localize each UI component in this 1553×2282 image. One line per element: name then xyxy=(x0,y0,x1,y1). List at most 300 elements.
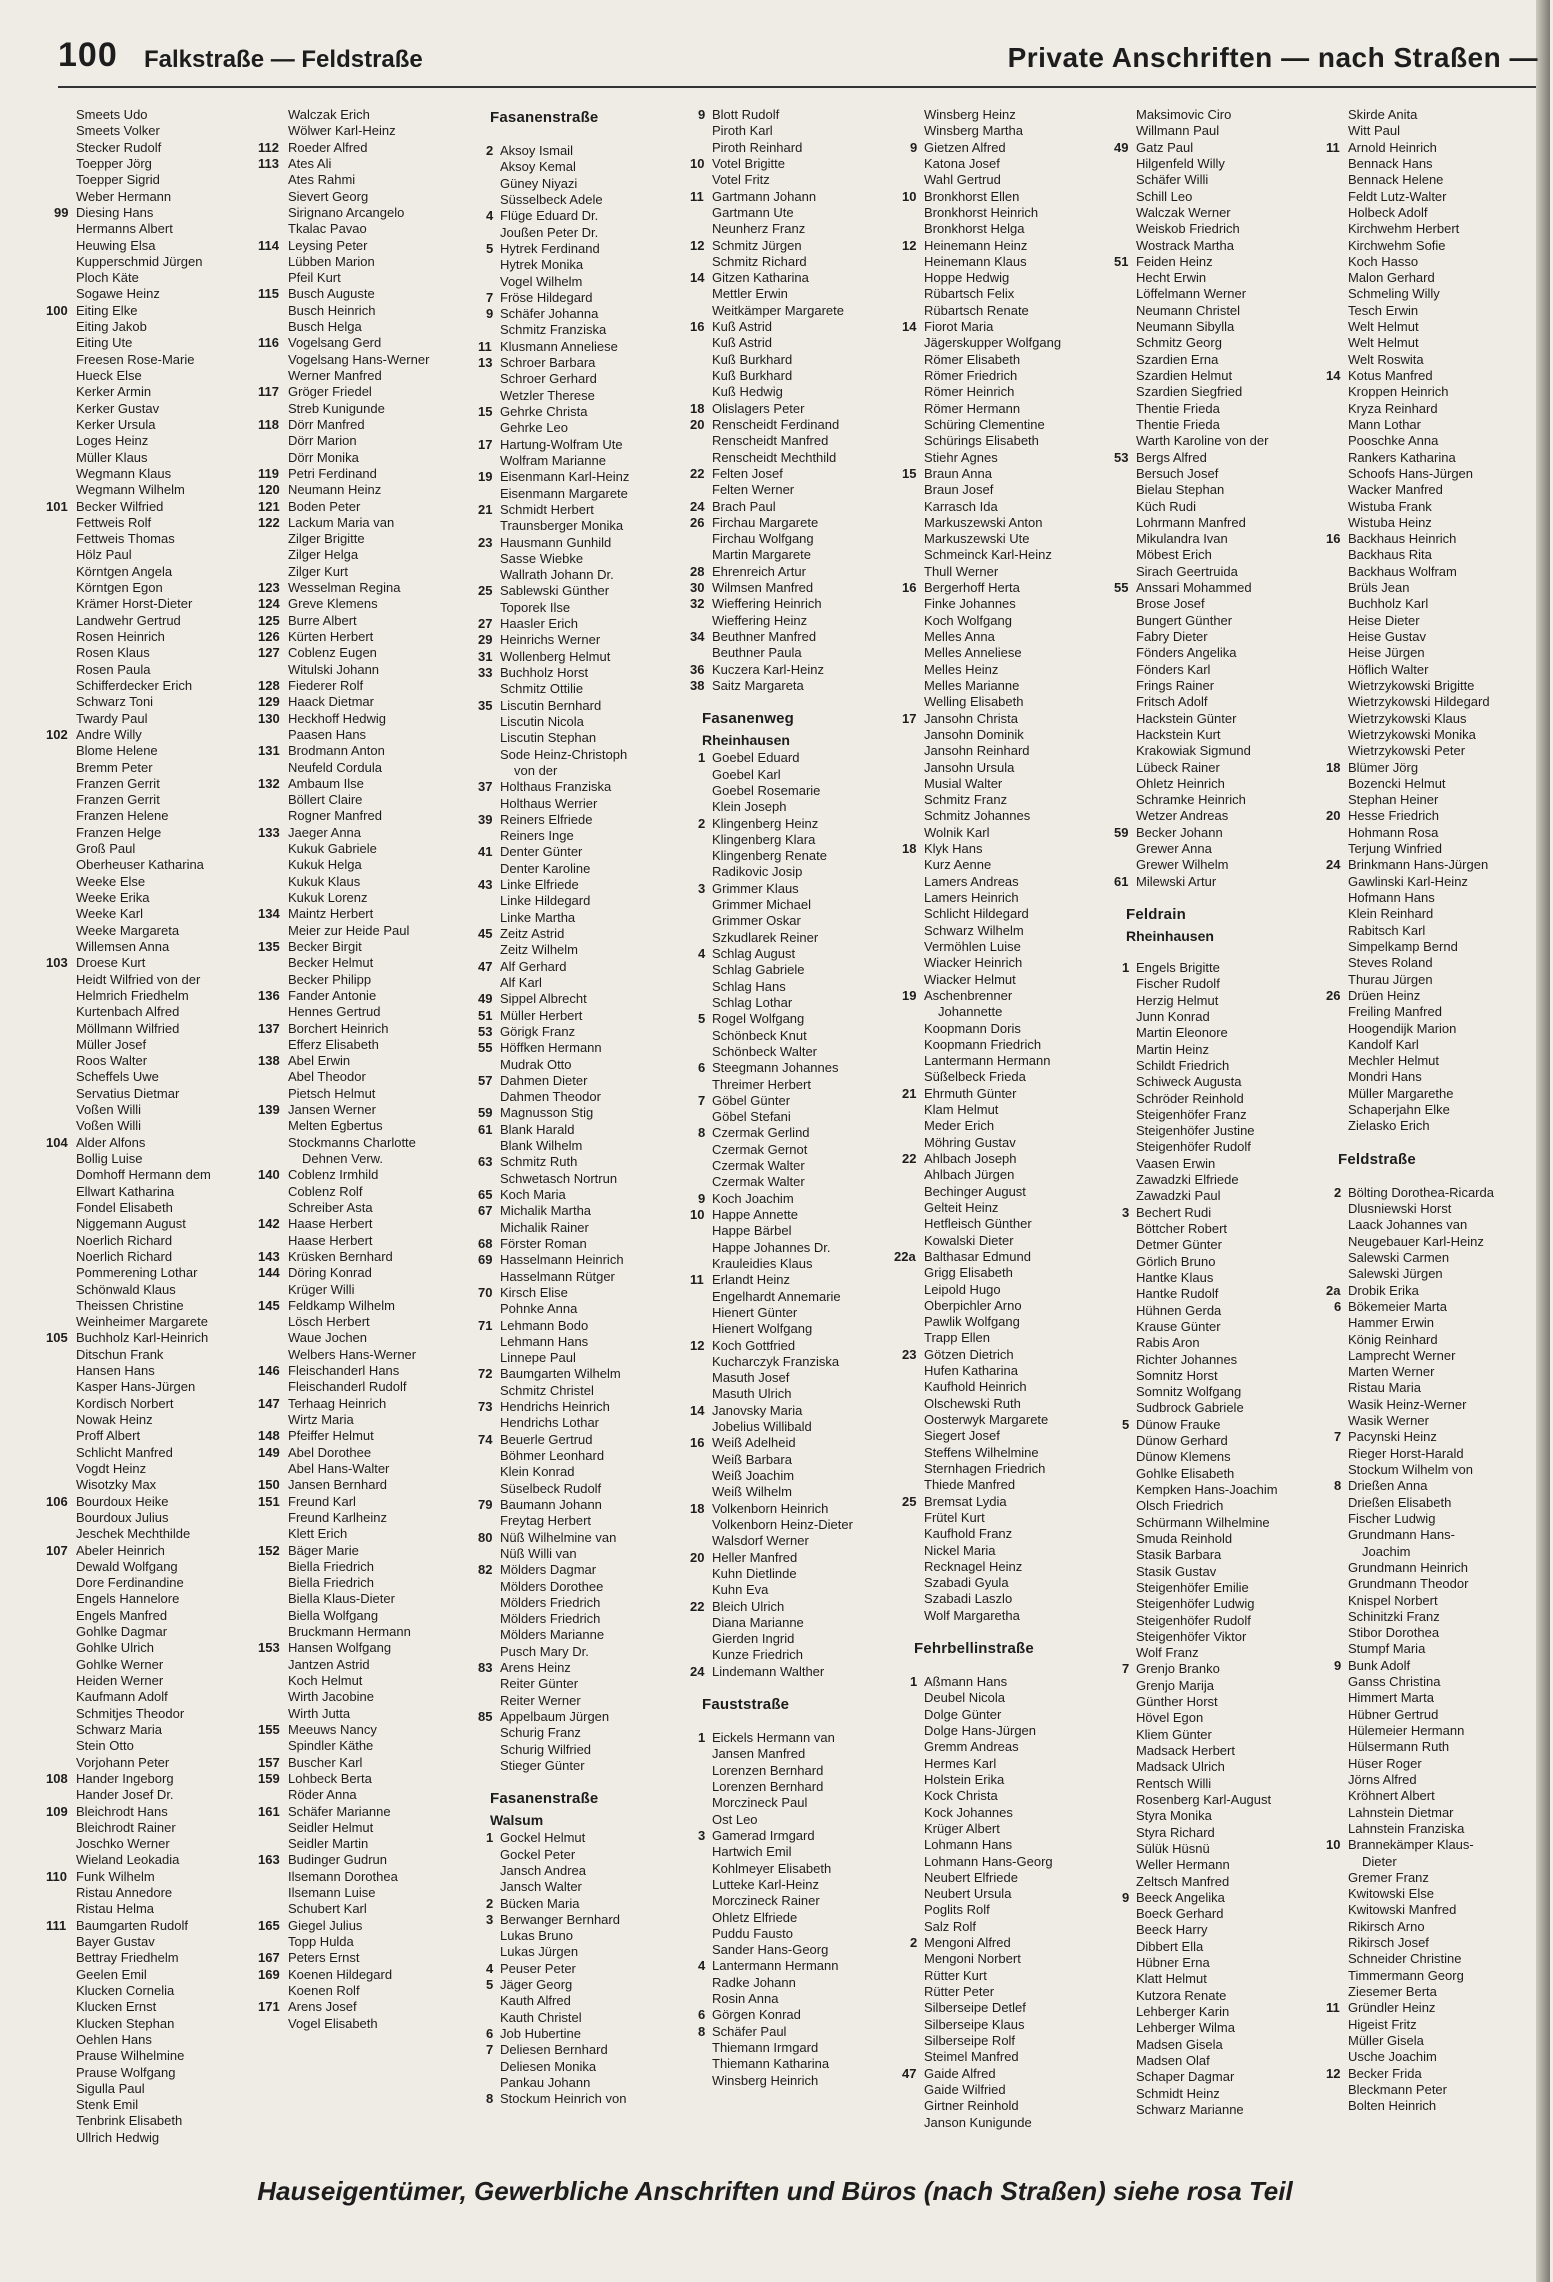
resident-name: Jansohn Christa xyxy=(924,710,1018,726)
resident-name: Kuß Burkhard xyxy=(712,351,793,367)
resident-entry xyxy=(288,564,493,580)
house-number: 2 xyxy=(698,815,706,831)
column-5 xyxy=(894,107,1129,2137)
resident-entry xyxy=(712,2040,917,2056)
resident-entry xyxy=(924,450,1129,466)
resident-name: Denter Karoline xyxy=(500,860,591,876)
resident-entry xyxy=(46,1770,281,1787)
resident-entry xyxy=(478,1660,705,1676)
resident-entry xyxy=(1136,1743,1341,1759)
resident-entry xyxy=(924,645,1129,661)
resident-name: Roos Walter xyxy=(76,1053,148,1069)
resident-entry xyxy=(258,1167,493,1183)
resident-name: Mechler Helmut xyxy=(1348,1053,1440,1069)
house-number: 59 xyxy=(478,1105,493,1121)
resident-name: Schaperjahn Elke xyxy=(1348,1102,1450,1118)
resident-name: Hühnen Gerda xyxy=(1136,1302,1222,1318)
resident-name: Grenjo Marija xyxy=(1136,1677,1215,1693)
resident-entry xyxy=(76,319,281,335)
resident-name: Sievert Georg xyxy=(288,188,369,204)
column-4 xyxy=(690,107,917,2137)
resident-entry xyxy=(924,2115,1129,2131)
resident-entry xyxy=(288,874,493,890)
resident-name: Bücken Maria xyxy=(500,1895,580,1911)
resident-entry xyxy=(1136,531,1341,547)
house-number: 49 xyxy=(478,991,493,1007)
resident-name: Salewski Carmen xyxy=(1348,1249,1450,1265)
house-number: 47 xyxy=(902,2065,917,2081)
resident-entry xyxy=(1348,1886,1553,1902)
resident-name: Schiweck Augusta xyxy=(1136,1074,1242,1090)
resident-name: Möbest Erich xyxy=(1136,547,1212,563)
resident-name: Ahlbach Jürgen xyxy=(924,1167,1015,1183)
house-number: 9 xyxy=(698,107,706,122)
resident-entry xyxy=(500,861,705,877)
resident-entry xyxy=(1348,923,1553,939)
resident-entry xyxy=(1348,564,1553,580)
resident-name: Kaufmann Adolf xyxy=(76,1689,168,1705)
resident-name: Bielau Stephan xyxy=(1136,482,1225,498)
resident-entry xyxy=(712,1174,917,1190)
resident-entry xyxy=(712,1452,917,1468)
resident-entry xyxy=(924,401,1129,417)
resident-entry xyxy=(258,775,493,792)
resident-name: Sogawe Heinz xyxy=(76,286,160,302)
resident-name: Votel Fritz xyxy=(712,172,770,188)
resident-name: Holthaus Franziska xyxy=(500,779,612,795)
resident-entry xyxy=(500,1269,705,1285)
resident-name: Holbeck Adolf xyxy=(1348,204,1428,220)
house-number: 144 xyxy=(258,1265,280,1281)
resident-name: Weeke Karl xyxy=(76,906,143,922)
resident-name: Klucken Stephan xyxy=(76,2015,175,2031)
resident-entry xyxy=(288,1657,493,1673)
resident-entry xyxy=(258,824,493,841)
resident-name: Magnusson Stig xyxy=(500,1105,594,1121)
resident-name: Renscheidt Manfred xyxy=(712,433,829,449)
resident-name: Dünow Gerhard xyxy=(1136,1433,1228,1449)
resident-name: Baumann Johann xyxy=(500,1496,602,1512)
resident-entry xyxy=(1136,841,1341,857)
resident-name: Kunze Friedrich xyxy=(712,1647,804,1663)
house-number: 10 xyxy=(690,155,705,171)
resident-name: Somnitz Wolfgang xyxy=(1136,1384,1242,1400)
resident-name: Busch Auguste xyxy=(288,286,375,302)
house-number: 111 xyxy=(46,1917,67,1933)
house-number: 79 xyxy=(478,1496,493,1512)
column-6 xyxy=(1114,107,1341,2137)
resident-name: Weeke Margareta xyxy=(76,922,180,938)
resident-entry xyxy=(924,107,1129,123)
resident-entry xyxy=(500,763,705,779)
resident-name: Toepper Jörg xyxy=(76,155,152,171)
resident-entry xyxy=(500,1693,705,1709)
resident-entry xyxy=(500,1595,705,1611)
resident-entry xyxy=(1348,694,1553,710)
house-number: 3 xyxy=(486,1911,494,1927)
resident-entry xyxy=(1348,1217,1553,1233)
resident-name: Lindemann Walther xyxy=(712,1663,825,1679)
resident-name: Schmitz Johannes xyxy=(924,808,1031,824)
resident-entry xyxy=(1114,253,1341,270)
house-number: 7 xyxy=(1334,1429,1342,1445)
resident-entry xyxy=(1348,1086,1553,1102)
resident-name: Wolnik Karl xyxy=(924,824,990,840)
resident-entry xyxy=(1136,1449,1341,1465)
resident-entry xyxy=(712,450,917,466)
resident-name: Höffken Hermann xyxy=(500,1040,602,1056)
resident-entry xyxy=(924,1200,1129,1216)
house-number: 12 xyxy=(902,237,917,253)
resident-entry xyxy=(924,303,1129,319)
resident-name: Feldt Lutz-Walter xyxy=(1348,188,1447,204)
resident-entry xyxy=(500,1334,705,1350)
resident-name: Kurtenbach Alfred xyxy=(76,1004,180,1020)
house-number: 33 xyxy=(478,665,493,680)
house-number: 31 xyxy=(478,648,493,664)
house-number: 59 xyxy=(1114,824,1129,840)
house-number: 9 xyxy=(1334,1657,1342,1673)
resident-entry xyxy=(288,352,493,368)
resident-name: Denter Günter xyxy=(500,844,583,860)
spacer xyxy=(712,1716,917,1730)
resident-name: Trapp Ellen xyxy=(924,1330,990,1346)
resident-name: Hülemeier Hermann xyxy=(1348,1723,1465,1738)
street-heading: Fasanenstraße xyxy=(490,109,599,126)
resident-entry xyxy=(288,760,493,776)
resident-name: Rübartsch Felix xyxy=(924,286,1015,302)
resident-entry xyxy=(712,140,917,156)
resident-entry xyxy=(76,743,281,759)
resident-entry xyxy=(478,404,705,420)
resident-name: Klucken Cornelia xyxy=(76,1982,175,1998)
resident-entry xyxy=(1348,123,1553,139)
resident-entry xyxy=(478,1187,705,1203)
house-number: 16 xyxy=(690,319,705,335)
resident-entry xyxy=(478,1040,705,1056)
resident-name: Beuerle Gertrud xyxy=(500,1431,593,1447)
resident-name: Weiß Joachim xyxy=(712,1468,795,1483)
resident-name: Neubert Elfriede xyxy=(924,1869,1018,1885)
resident-entry xyxy=(1348,1462,1553,1478)
resident-entry xyxy=(258,1852,493,1868)
resident-entry xyxy=(1348,384,1553,400)
resident-entry xyxy=(698,1958,917,1974)
resident-entry xyxy=(76,678,281,694)
resident-name: Dörr Manfred xyxy=(288,416,365,432)
resident-entry xyxy=(76,1852,281,1868)
resident-entry xyxy=(76,1689,281,1705)
house-number: 71 xyxy=(478,1317,493,1333)
resident-entry xyxy=(1348,1037,1553,1053)
resident-entry xyxy=(1136,1303,1341,1319)
resident-entry xyxy=(924,2033,1129,2049)
house-number: 22 xyxy=(690,465,705,481)
resident-entry xyxy=(698,946,917,962)
resident-entry xyxy=(1348,482,1553,498)
resident-name: Lösch Herbert xyxy=(288,1314,370,1330)
house-number: 138 xyxy=(258,1053,280,1069)
resident-name: Frütel Kurt xyxy=(924,1509,985,1525)
resident-name: Römer Hermann xyxy=(924,400,1021,416)
resident-name: Lehmann Hans xyxy=(500,1333,589,1349)
resident-entry xyxy=(712,1044,917,1060)
resident-entry xyxy=(76,613,281,629)
resident-entry xyxy=(712,930,917,946)
resident-name: Jansen Bernhard xyxy=(288,1477,388,1493)
resident-name: Olsch Friedrich xyxy=(1136,1498,1224,1514)
house-number: 114 xyxy=(258,237,279,253)
resident-name: Waue Jochen xyxy=(288,1330,368,1346)
resident-entry xyxy=(76,123,281,139)
resident-name: Steigenhöfer Ludwig xyxy=(1136,1596,1255,1612)
resident-entry xyxy=(712,783,917,799)
resident-name: Bergerhoff Herta xyxy=(924,580,1020,596)
resident-entry xyxy=(924,1037,1129,1053)
resident-name: Hoogendijk Marion xyxy=(1348,1020,1457,1036)
resident-name: Krämer Horst-Dieter xyxy=(76,596,193,612)
resident-entry xyxy=(924,270,1129,286)
resident-name: Brach Paul xyxy=(712,498,776,514)
resident-name: Römer Friedrich xyxy=(924,368,1018,383)
resident-name: Buscher Karl xyxy=(288,1754,363,1770)
resident-entry xyxy=(1348,466,1553,482)
resident-entry xyxy=(76,2113,281,2129)
resident-name: Schäfer Johanna xyxy=(500,306,599,322)
resident-entry xyxy=(1348,1053,1553,1069)
resident-name: Schroer Barbara xyxy=(500,355,596,371)
resident-entry xyxy=(76,792,281,808)
resident-entry xyxy=(1348,1234,1553,1250)
resident-name: Kaufhold Franz xyxy=(924,1526,1013,1542)
resident-name: Piroth Reinhard xyxy=(712,139,803,155)
house-number: 32 xyxy=(690,596,705,612)
resident-name: Madsen Olaf xyxy=(1136,2052,1210,2068)
resident-entry xyxy=(500,1138,705,1154)
resident-entry xyxy=(258,1803,493,1820)
resident-entry xyxy=(500,1579,705,1595)
house-number: 129 xyxy=(258,694,280,710)
resident-name: Silberseipe Klaus xyxy=(924,2016,1025,2032)
resident-name: Fiederer Rolf xyxy=(288,677,364,693)
resident-name: Vogelsang Hans-Werner xyxy=(288,351,430,367)
resident-entry xyxy=(478,469,705,485)
resident-entry xyxy=(288,841,493,857)
resident-entry xyxy=(1136,1319,1341,1335)
resident-entry xyxy=(1136,1433,1341,1449)
resident-name: Becker Birgit xyxy=(288,938,362,954)
resident-entry xyxy=(712,1746,917,1762)
resident-name: Abel Erwin xyxy=(288,1053,351,1069)
resident-entry xyxy=(1348,1919,1553,1935)
resident-name: Pommerening Lothar xyxy=(76,1265,198,1281)
house-number: 19 xyxy=(478,469,493,485)
resident-entry xyxy=(288,890,493,906)
resident-entry xyxy=(288,1575,493,1591)
resident-entry xyxy=(712,433,917,449)
spacer xyxy=(1348,1135,1553,1149)
resident-entry xyxy=(698,1190,917,1207)
resident-name: Weiß Adelheid xyxy=(712,1435,796,1451)
resident-entry xyxy=(258,1950,493,1966)
resident-entry xyxy=(500,192,705,208)
resident-name: Becker Frida xyxy=(1348,2065,1422,2081)
resident-entry xyxy=(288,1983,493,1999)
resident-name: Freund Karlheinz xyxy=(288,1509,387,1525)
resident-name: Schmidt Herbert xyxy=(500,501,594,517)
house-number: 2 xyxy=(486,143,494,158)
resident-entry xyxy=(712,1975,917,1991)
resident-name: Seidler Helmut xyxy=(288,1819,374,1835)
resident-name: Wilmsen Manfred xyxy=(712,580,814,596)
resident-name: Koch Gottfried xyxy=(712,1337,796,1353)
resident-name: Schürmann Wilhelmine xyxy=(1136,1514,1270,1530)
resident-entry xyxy=(902,987,1129,1004)
resident-name: Eiting Elke xyxy=(76,302,138,318)
resident-name: Kuß Astrid xyxy=(712,335,772,351)
resident-name: Junn Konrad xyxy=(1136,1008,1210,1024)
house-number: 123 xyxy=(258,580,280,596)
resident-name: Hantke Klaus xyxy=(1136,1269,1214,1285)
resident-name: Hendrichs Heinrich xyxy=(500,1399,610,1415)
resident-entry xyxy=(288,1608,493,1624)
resident-entry xyxy=(76,368,281,384)
resident-name: Lorenzen Bernhard xyxy=(712,1779,824,1794)
resident-entry xyxy=(500,159,705,175)
resident-entry xyxy=(1348,417,1553,433)
resident-name: Becker Wilfried xyxy=(76,498,164,514)
resident-entry xyxy=(712,1468,917,1484)
resident-name: Peuser Peter xyxy=(500,1960,576,1976)
resident-name: Lohbeck Berta xyxy=(288,1770,372,1786)
resident-name: Römer Heinrich xyxy=(924,384,1015,400)
house-number: 8 xyxy=(698,1125,706,1141)
resident-name: Drießen Anna xyxy=(1348,1478,1428,1494)
resident-name: Wasik Heinz-Werner xyxy=(1348,1396,1467,1412)
resident-name: Thiemann Katharina xyxy=(712,2056,830,2072)
resident-entry xyxy=(500,1220,705,1236)
resident-name: Dünow Frauke xyxy=(1136,1416,1221,1432)
resident-entry xyxy=(500,225,705,241)
spacer xyxy=(924,1624,1129,1638)
resident-name: Terhaag Heinrich xyxy=(288,1395,387,1411)
resident-entry xyxy=(924,1265,1129,1281)
resident-name: Ilsemann Dorothea xyxy=(288,1868,398,1884)
resident-entry xyxy=(76,1037,281,1053)
resident-name: Meeuws Nancy xyxy=(288,1721,377,1737)
resident-entry xyxy=(1348,1250,1553,1266)
resident-name: Groß Paul xyxy=(76,841,136,857)
resident-entry xyxy=(924,1854,1129,1870)
resident-name: Rütter Peter xyxy=(924,1984,995,1999)
resident-entry xyxy=(1136,1613,1341,1629)
resident-name: Kempken Hans-Joachim xyxy=(1136,1482,1278,1497)
resident-entry xyxy=(258,1428,493,1444)
resident-name: Fettweis Thomas xyxy=(76,531,175,547)
resident-entry xyxy=(500,828,705,844)
resident-entry xyxy=(712,335,917,351)
resident-entry xyxy=(690,514,917,531)
street-heading: Fehrbellinstraße xyxy=(914,1640,1034,1658)
resident-entry xyxy=(1348,2082,1553,2098)
resident-entry xyxy=(478,1366,705,1382)
resident-name: Schreiber Asta xyxy=(288,1199,373,1215)
house-number: 109 xyxy=(46,1803,68,1819)
resident-entry xyxy=(500,1676,705,1692)
resident-name: Rentsch Willi xyxy=(1136,1775,1212,1791)
house-number: 15 xyxy=(478,404,493,419)
resident-name: Bleichrodt Rainer xyxy=(76,1819,176,1835)
resident-name: Engels Manfred xyxy=(76,1607,168,1623)
resident-entry xyxy=(1122,1416,1341,1433)
resident-entry xyxy=(1326,2000,1553,2016)
resident-entry xyxy=(1326,368,1553,384)
resident-entry xyxy=(1136,433,1341,449)
resident-name: Martin Eleonore xyxy=(1136,1025,1228,1041)
resident-entry xyxy=(1136,1384,1341,1400)
resident-name: Kukuk Klaus xyxy=(288,873,361,889)
house-number: 6 xyxy=(1334,1298,1342,1314)
resident-entry xyxy=(1348,499,1553,515)
resident-entry xyxy=(486,2042,705,2058)
resident-entry xyxy=(902,2065,1129,2082)
resident-entry xyxy=(1136,857,1341,873)
resident-name: Schmitz Ottilie xyxy=(500,681,584,697)
resident-entry xyxy=(1348,906,1553,922)
resident-entry xyxy=(924,808,1129,824)
resident-entry xyxy=(76,238,281,254)
resident-name: Stieger Günter xyxy=(500,1757,585,1773)
resident-name: Wölwer Karl-Heinz xyxy=(288,123,396,139)
house-number: 63 xyxy=(478,1154,493,1170)
resident-entry xyxy=(500,1383,705,1399)
district-heading: Rheinhausen xyxy=(702,732,790,749)
resident-name: Neumann Heinz xyxy=(288,482,382,498)
resident-name: Bourdoux Heike xyxy=(76,1493,169,1509)
resident-entry xyxy=(924,906,1129,922)
resident-entry xyxy=(76,1722,281,1738)
resident-entry xyxy=(1136,1221,1341,1237)
resident-entry xyxy=(924,1870,1129,1886)
resident-name: Lohrmann Manfred xyxy=(1136,514,1246,530)
resident-name: Servatius Dietmar xyxy=(76,1085,180,1101)
resident-entry xyxy=(1348,1560,1553,1576)
resident-entry xyxy=(76,694,281,710)
resident-name: Pooschke Anna xyxy=(1348,433,1439,449)
resident-name: Berwanger Bernhard xyxy=(500,1911,620,1927)
resident-entry xyxy=(478,1023,705,1040)
resident-name: Schwarz Toni xyxy=(76,694,154,710)
resident-entry xyxy=(924,368,1129,384)
resident-entry xyxy=(690,1402,917,1419)
resident-name: Dlusniewski Horst xyxy=(1348,1201,1452,1216)
resident-name: Hufen Katharina xyxy=(924,1363,1018,1379)
resident-name: Lahnstein Dietmar xyxy=(1348,1804,1454,1820)
resident-name: Tesch Erwin xyxy=(1348,302,1419,318)
resident-entry xyxy=(712,1795,917,1811)
resident-entry xyxy=(500,1415,705,1431)
resident-name: Musial Walter xyxy=(924,775,1003,791)
resident-name: Pfeiffer Helmut xyxy=(288,1428,374,1444)
resident-name: Görlich Bruno xyxy=(1136,1253,1216,1269)
resident-name: Schurig Franz xyxy=(500,1725,581,1741)
resident-entry xyxy=(1348,401,1553,417)
resident-entry xyxy=(924,629,1129,645)
resident-entry xyxy=(1136,1515,1341,1531)
resident-entry xyxy=(288,727,493,743)
resident-entry xyxy=(1348,1788,1553,1804)
resident-entry xyxy=(712,368,917,384)
